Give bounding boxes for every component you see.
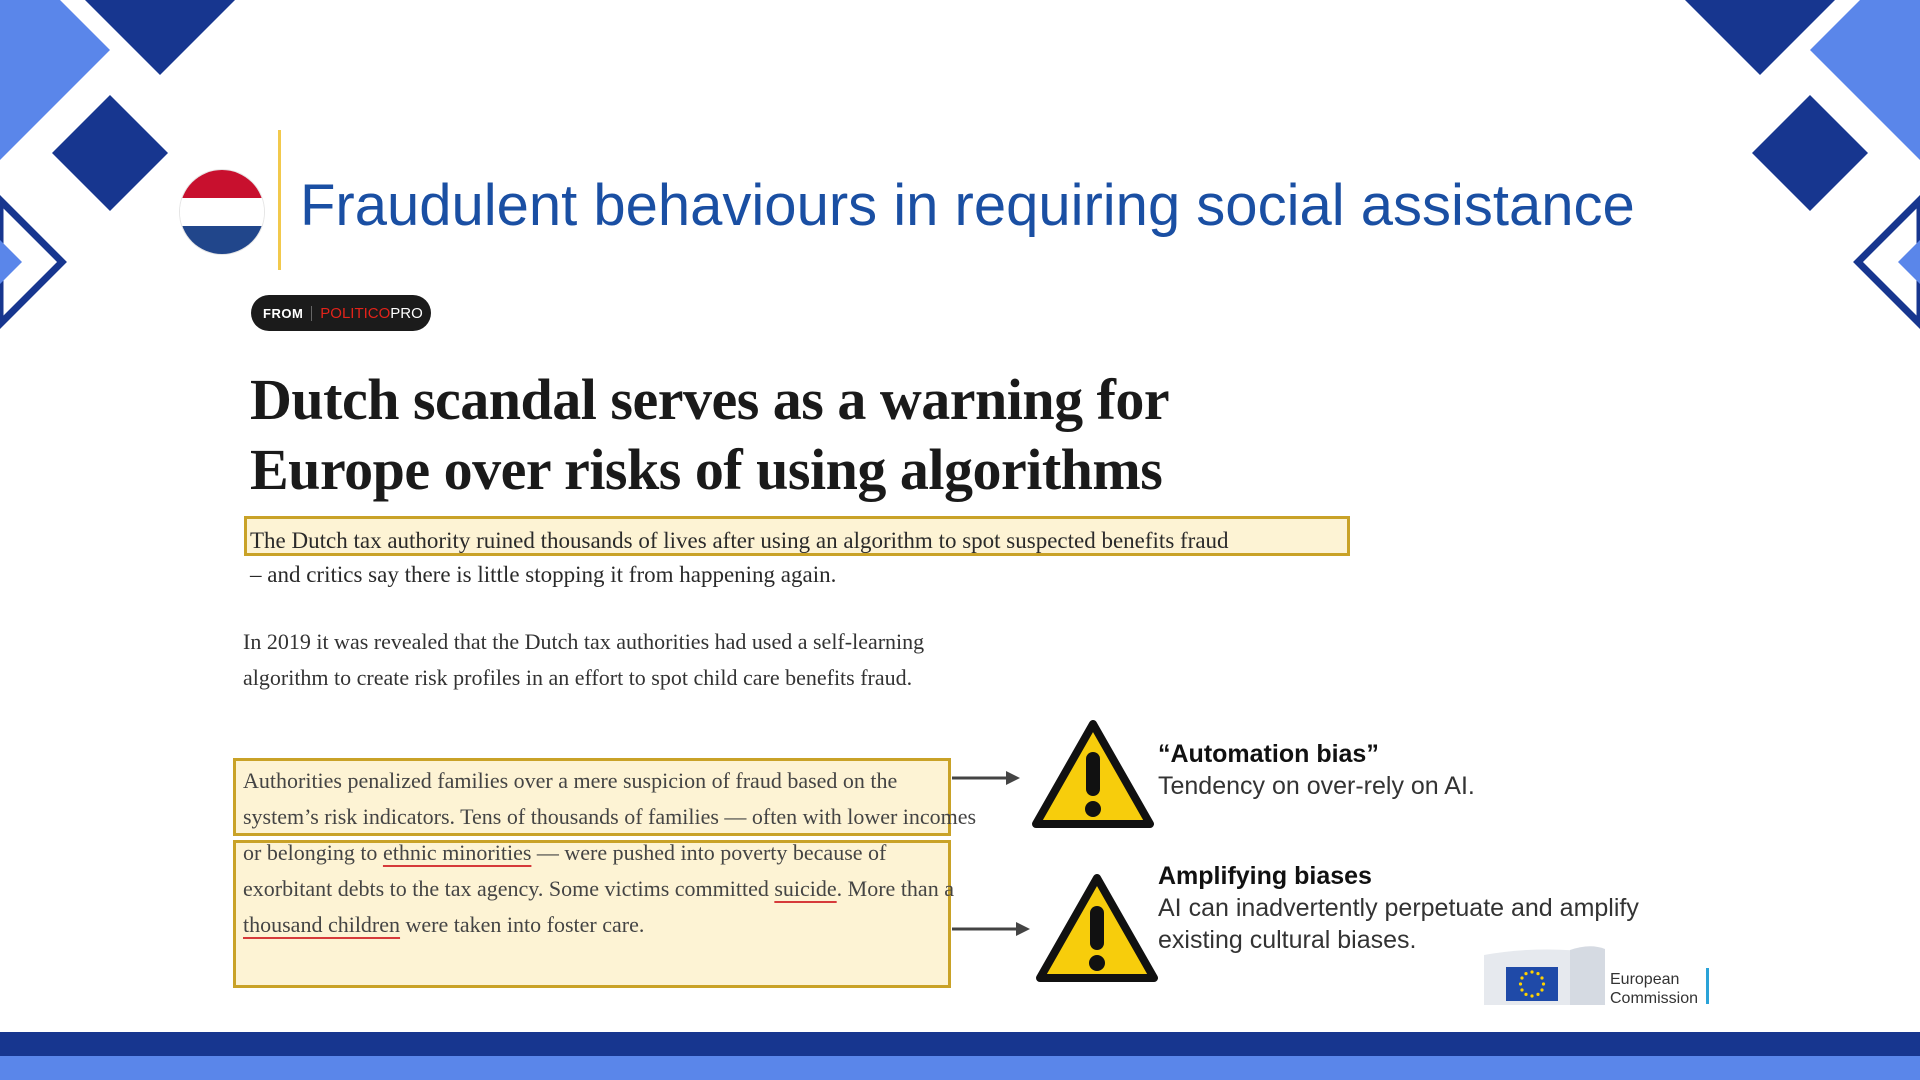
subhead-highlight: The Dutch tax authority ruined thousands of lives after using an algorithm to spot suspected benefits fraud <box>250 528 1229 553</box>
underlined-thousand-children: thousand children <box>243 912 401 937</box>
badge-pro: PRO <box>390 304 423 322</box>
callout-text: Tendency on over-rely on AI. <box>1158 772 1475 800</box>
article-headline <box>250 365 1169 505</box>
article-paragraph-2 <box>243 763 978 943</box>
ec-accent-bar <box>1706 968 1709 1004</box>
arrow-right-icon <box>950 919 1032 939</box>
title-divider <box>278 130 281 270</box>
article-subhead <box>250 524 1360 592</box>
headline-line-2: Europe over risks of using algorithms <box>250 437 1163 502</box>
para2-text-3: . More than a <box>836 876 954 901</box>
subhead-rest: – and critics say there is little stopping it from happening again. <box>250 562 837 587</box>
warning-icon <box>1034 872 1160 984</box>
underlined-suicide: suicide <box>774 876 837 901</box>
politico-pro-badge <box>251 295 431 331</box>
underlined-ethnic-minorities: ethnic minorities <box>382 840 532 865</box>
para2-text-1: Authorities penalized families over a mere suspicion of fraud based on the system’s risk indicators. Tens of thousands of families — often with lower incomes or belonging to <box>243 768 977 865</box>
warning-icon <box>1030 718 1156 830</box>
netherlands-flag-icon <box>180 170 264 254</box>
headline-line-1: Dutch scandal serves as a warning for <box>250 367 1170 432</box>
callout-amplifying-biases <box>1158 860 1658 956</box>
callout-title: Amplifying biases <box>1158 862 1372 890</box>
footer-bar-light <box>0 1056 1920 1080</box>
callout-title: “Automation bias” <box>1158 740 1379 768</box>
badge-from: FROM <box>263 306 312 321</box>
callout-text: AI can inadvertently perpetuate and amplify existing cultural biases. <box>1158 894 1639 954</box>
badge-politico: POLITICO <box>320 304 391 322</box>
slide-title: Fraudulent behaviours in requiring social assistance <box>300 173 1635 238</box>
arrow-right-icon <box>950 768 1022 788</box>
ec-line-2: Commission <box>1610 990 1699 1007</box>
callout-automation-bias <box>1158 738 1475 802</box>
article-paragraph-1: In 2019 it was revealed that the Dutch tax authorities had used a self-learning algorithm to create risk profiles in an effort to spot child care benefits fraud. <box>243 629 925 690</box>
footer-bar-dark <box>0 1032 1920 1056</box>
para2-text-4: were taken into foster care. <box>400 912 645 937</box>
para2-text-2: — were pushed into poverty because of exorbitant debts to the tax agency. Some victims committed <box>243 840 887 901</box>
european-commission-label <box>1610 970 1698 1008</box>
ec-line-1: European <box>1610 971 1680 988</box>
